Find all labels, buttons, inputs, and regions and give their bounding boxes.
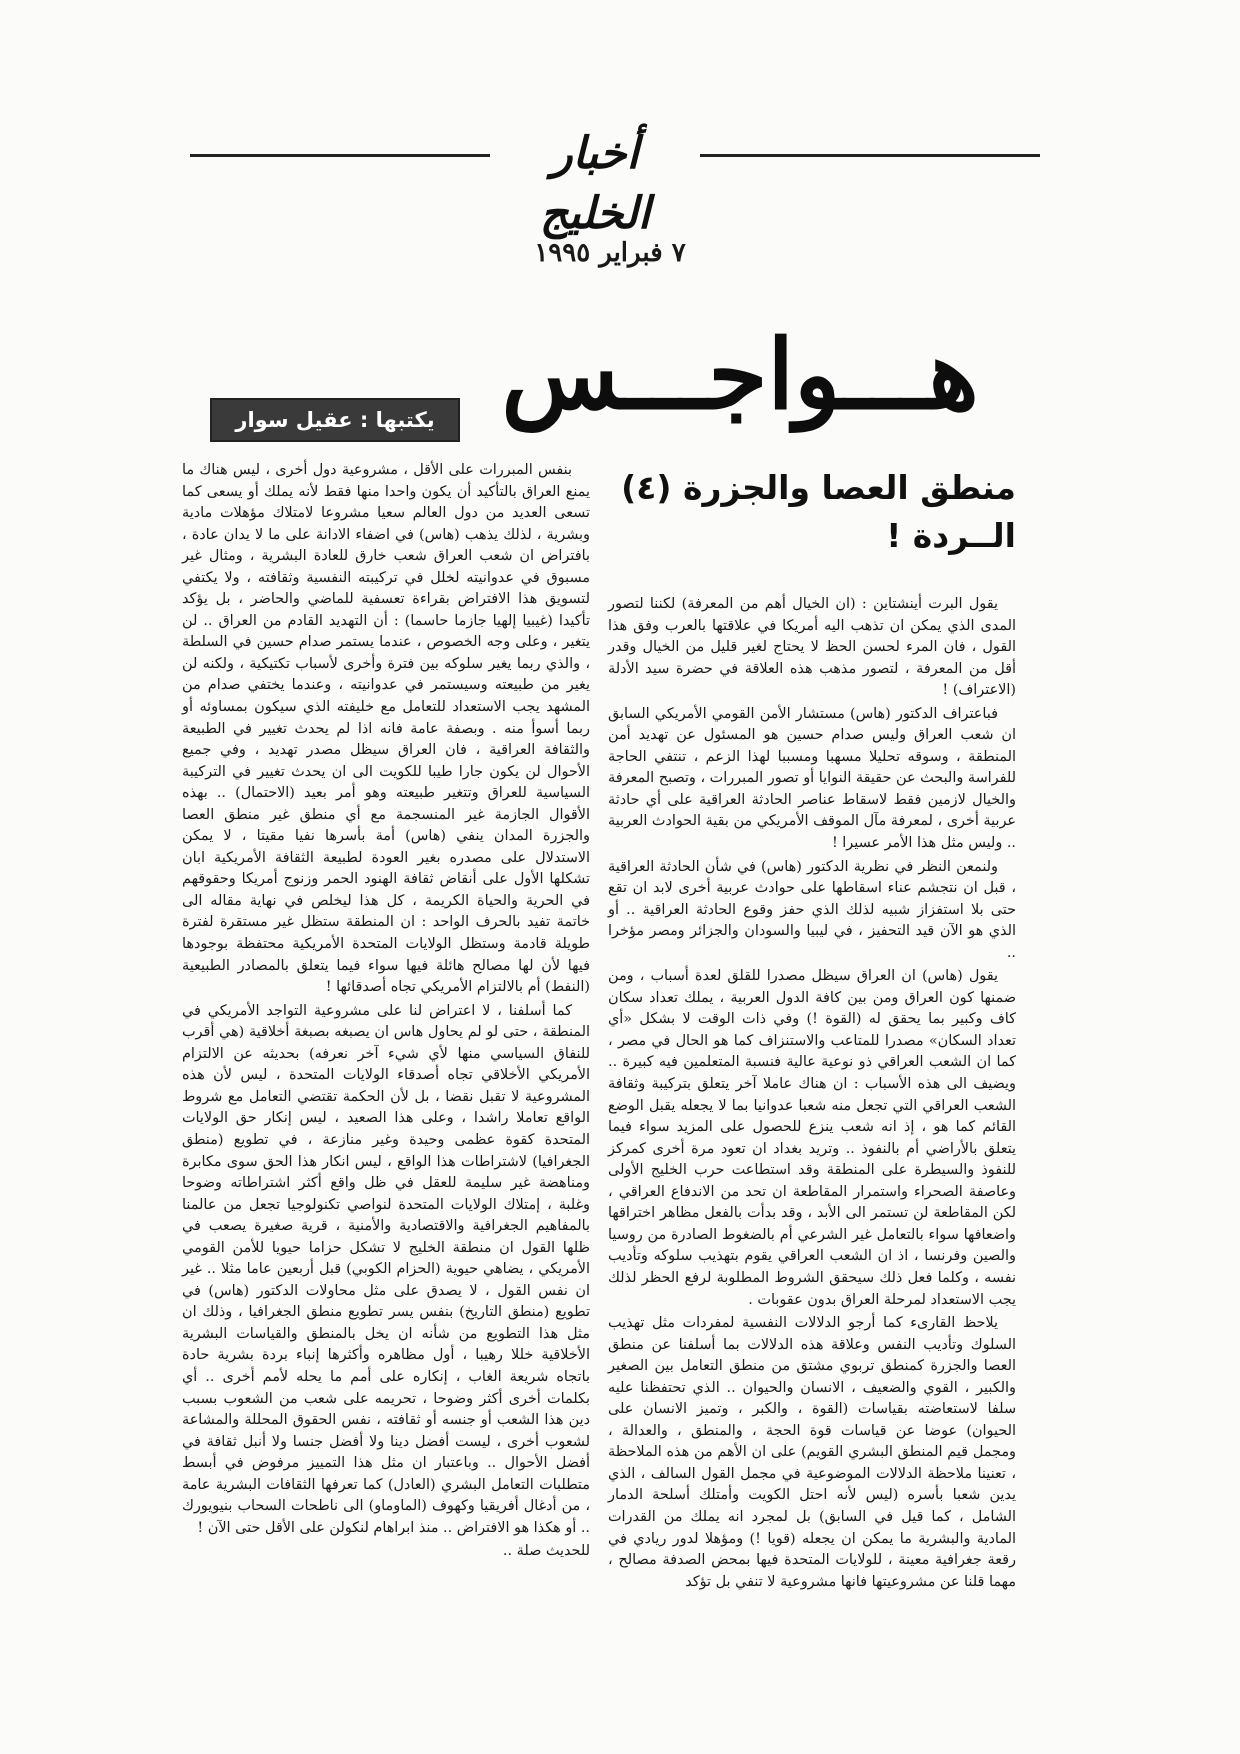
paragraph: يقول (هاس) ان العراق سيظل مصدرا للقلق لعدة أسباب ، ومن ضمنها كون العراق ومن بين كافة الدول العربية ، يملك تعداد سكان كاف وكبير بما يحقق له (القوة !) وفي ذات الوقت لا بشكل «أي تعداد السكان» مصدرا للمتاعب والاستنزاف كما هو الحال في مصر ، كما ان الشعب العراقي ذو نوعية عالية فنسبة المتعلمين فيه كبيرة .. ويضيف الى هذه الأسباب : ان هناك عاملا آخر يتعلق بتركيبة وثقافة الشعب العراقي التي تجعل منه شعبا عدوانيا بما لا يجعله يقبل الوضع القائم كما هو ، إذ انه شعب ينزع للحصول على المزيد سواء فيما يتعلق بالأراضي أم بالنفوذ .. وتريد بغداد ان تعود مرة أخرى كمركز للنفوذ والسيطرة على المنطقة وقد استطاعت حرب الخليج الأولى وعاصفة الصحراء واستمرار المقاطعة ان تحد من الاندفاع العراقي ، لكن المقاطعة لن تستمر الى الأبد ، وقد بدأت بالفعل مظاهر اختراقها واضعافها سواء بالتعامل غير الشرعي أم بالضغوط الصادرة من روسيا والصين وفرنسا ، اذ ان الشعب العراقي يقوم بتهذيب سلوكه وتأديب نفسه ، وكلما فعل ذلك سيحقق الشروط المطلوبة لرفع الحظر لذلك يجب الاستعداد لمرحلة العراق بدون عقوبات . — [608, 968, 1016, 1308]
newspaper-logo: أخبار الخليج — [539, 128, 651, 239]
paragraph: بنفس المبررات على الأقل ، مشروعية دول أخرى ، ليس هناك ما يمنع العراق بالتأكيد أن يكون واحدا منها فقط لأنه يملك أو يسعى كما تسعى العديد من دول العالم سعيا مشروعا لامتلاك مؤهلات مادية وبشرية ، لذلك يذهب (هاس) في اضفاء الادانة على ما لا يدان عادة ، بافتراض ان شعب العراق شعب خارق للعادة البشرية ، ومثال غير مسبوق في عدوانيته لخلل في تركيبته النفسية وثقافته ، ولا يكتفي لتسويق هذا الافتراض بقراءة تعسفية للماضي والحاضر ، بل يؤكد تأكيدا (غيبيا إلهيا جازما حاسما) : أن التهديد القادم من العراق .. لن يتغير ، وعلى وجه الخصوص ، عندما يستمر صدام حسين في السلطة ، والذي ربما يغير سلوكه بين فترة وأخرى لأسباب تكتيكية ، ولكنه لن يغير من طبيعته وسيستمر في عدوانيته ، وعندما يختفي صدام من المشهد يجب الاستعداد للتعامل مع خليفته الذي سيكون بمساوئه أو ربما أسوأ منه . وبصفة عامة فانه اذا لم يحدث تغيير في الطبيعة والثقافة العراقية ، فان العراق سيظل مصدر تهديد ، وفي جميع الأحوال لن يكون جارا طيبا للكويت الى ان يحدث تغيير في التركيبة السياسية للعراق وتتغير طبيعته وهو أمر بعيد (الاحتمال) .. بهذه الأقوال الجازمة غير المنسجمة مع أي منطق غير منطق العصا والجزرة المدان ينفي (هاس) أمة بأسرها نفيا مقيتا ، لا يمكن الاستدلال على مصدره بغير العودة لطبيعة الثقافة الأمريكية ابان تشكلها الأول على أنقاض ثقافة الهنود الحمر وزنوج أمريكا وحقوقهم في الحرية والحياة الكريمة ، كل هذا ليخلص في نهاية مقاله الى خاتمة تفيد بالحرف الواحد : ان المنطقة ستظل غير مستقرة لفترة طويلة قادمة وستظل الولايات المتحدة الأمريكية محتفظة بوجودها فيها لأن لها مصالح هائلة فيها سواء فيما يتعلق بالمصادر الطبيعية (النفط) أم بالالتزام الأمريكي تجاه أصدقائها ! — [182, 462, 590, 996]
article-signoff: للحديث صلة .. — [502, 1543, 590, 1560]
headline-line-2: الــردة ! — [886, 516, 1016, 555]
right-column-body — [608, 594, 1016, 1593]
masthead-rule-right — [190, 154, 490, 157]
publication-date: ٧ فبراير ١٩٩٥ — [534, 238, 686, 268]
paragraph: يلاحظ القارىء كما أرجو الدلالات النفسية لمفردات مثل تهذيب السلوك وتأديب النفس وعلاقة هذه الدلالات بما أسلفنا عن منطق العصا والجزرة كمنطق تربوي مشتق من منطق التعامل بين الصغير والكبير ، القوي والضعيف ، الانسان والحيوان .. الذي تحتفظنا عليه سلفا لاستعاضته بقياسات (القوة ، والكبر ، وتميز الانسان على الحيوان) عوضا عن قياسات قوة الحجة ، والمنطق ، والعدالة ، ومجمل قيم المنطق البشري القويم) على ان الأهم من هذه الملاحظة ، تعنينا ملاحظة الدلالات الموضوعية في مجمل القول السالف ، الذي يدين شعبا بأسره (ليس لأنه احتل الكويت وأمتلك أسلحة الدمار الشامل ، كما قيل في السابق) بل لمجرد انه يملك من القدرات المادية والبشرية ما يمكن ان يجعله (قويا !) ومؤهلا لدور ريادي في رقعة جغرافية معينة ، للولايات المتحدة فيها بمحض الصدفة مصالح ، مهما قلنا عن مشروعيتها فانها مشروعية لا تنفي بل تؤكد — [608, 1315, 1016, 1590]
byline-box: يكتبها : عقيل سوار — [210, 398, 460, 442]
column-title: هـــواجـــس — [501, 318, 979, 431]
article-headline — [608, 464, 1016, 560]
right-column — [608, 460, 1016, 1595]
masthead — [190, 120, 1040, 239]
masthead-rule-left — [700, 154, 1040, 157]
headline-line-1: منطق العصا والجزرة (٤) — [621, 468, 1016, 507]
paragraph: يقول البرت أينشتاين : (ان الخيال أهم من المعرفة) لكننا لتصور المدى الذي يمكن ان تذهب اليه أمريكا في علاقتها بالعرب وفق هذا القول ، فان المرء لحسن الحظ لا يحتاج لغير قليل من الخيال وقدر أقل من المعرفة ، لتصور مذهب هذه العلاقة في حضرة سيد الأدلة (الاعتراف) ! — [608, 596, 1016, 699]
paragraph: ولنمعن النظر في نظرية الدكتور (هاس) في شأن الحادثة العراقية ، قبل ان نتجشم عناء اسقاطها على حوادث عربية أخرى لابد ان تقع حتى بلا استفزاز شبيه لذلك الذي حفز وقوع الحادثة العراقية .. أو الذي هو الآن قيد التحفيز ، في ليبيا والسودان والجزائر ومصر مؤخرا .. — [608, 858, 1016, 961]
paragraph: فباعتراف الدكتور (هاس) مستشار الأمن القومي الأمريكي السابق ان شعب العراق وليس صدام حسين هو المسئول عن تهديد أمن المنطقة ، وسوقه تحليلا مسهبا ومسببا لهذا الزعم ، تنتفي الحاجة للفراسة والبحث عن حقيقة النوايا أو تصور المبررات ، وتصبح المعرفة والخيال لازمين فقط لاسقاط عناصر الحادثة العراقية على أي حادثة عربية أخرى ، لمعرفة مآل الموقف الأمريكي من بقية الحوادث العربية .. وليس مثل هذا الأمر عسيرا ! — [608, 705, 1016, 852]
paragraph: كما أسلفنا ، لا اعتراض لنا على مشروعية التواجد الأمريكي في المنطقة ، حتى لو لم يحاول هاس ان يصبغه بصبغة أخلاقية (هي أقرب للنفاق السياسي منها لأي شيء آخر نعرفه) بحديثه عن الالتزام الأمريكي الأخلاقي تجاه أصدقاء الولايات المتحدة ، ليس لأن هذه المشروعية لا تقبل نقضا ، بل لأن الحكمة تقتضي التعامل مع شروط الواقع تعاملا راشدا ، وعلى هذا الصعيد ، ليس إنكار حق الولايات المتحدة كقوة عظمى وحيدة وغير منازعة ، في تطويع (منطق الجغرافيا) لاشتراطات هذا الواقع ، ليس انكار هذا الحق سوى مكابرة ومناهضة غير سليمة للعقل في ظل واقع أكثر اشتراطاته وضوحا وغلبة ، إمتلاك الولايات المتحدة لنواصي تكنولوجيا تجعل من عالمنا بالمفاهيم الجغرافية والاقتصادية والأمنية ، قرية صغيرة يصعب في ظلها القول ان منطقة الخليج لا تشكل حزاما حيويا للأمن القومي الأمريكي ، يضاهي حيوية (الحزام الكوبي) قبل أربعين عاما مثلا .. غير ان نفس القول ، لا يصدق على مثل محاولات الدكتور (هاس) في تطويع (منطق التاريخ) بنفس يسر تطويع منطق الجغرافيا ، وذلك ان مثل هذا التطويع من شأنه ان يخل بالمنطق والقياسات البشرية الأخلاقية خللا رهيبا ، أول مظاهره وأكثرها إنباء بردة بشرية حادة باتجاه شريعة الغاب ، إنكاره على أمم ما يحله لأمم أخرى .. أي بكلمات أخرى أكثر وضوحا ، تحريمه على شعب من الشعوب بسبب دين هذا الشعب أو جنسه أو ثقافته ، نفس الحقوق المحللة والمشاعة لشعوب أخرى ، ليست أفضل دينا ولا أفضل جنسا ولا أنبل ثقافة في أفضل الأحوال .. وباعتبار ان مثل هذا التمييز مرفوض في أبسط متطلبات التعامل البشري (العادل) كما تعرفها الثقافات البشرية عامة ، من أدغال أفريقيا وكهوف (الماوماو) الى ناطحات السحاب بنيويورك .. أو هكذا هو الافتراض .. منذ ابراهام لنكولن على الأقل حتى الآن ! — [182, 1002, 590, 1536]
left-column — [182, 460, 590, 1565]
